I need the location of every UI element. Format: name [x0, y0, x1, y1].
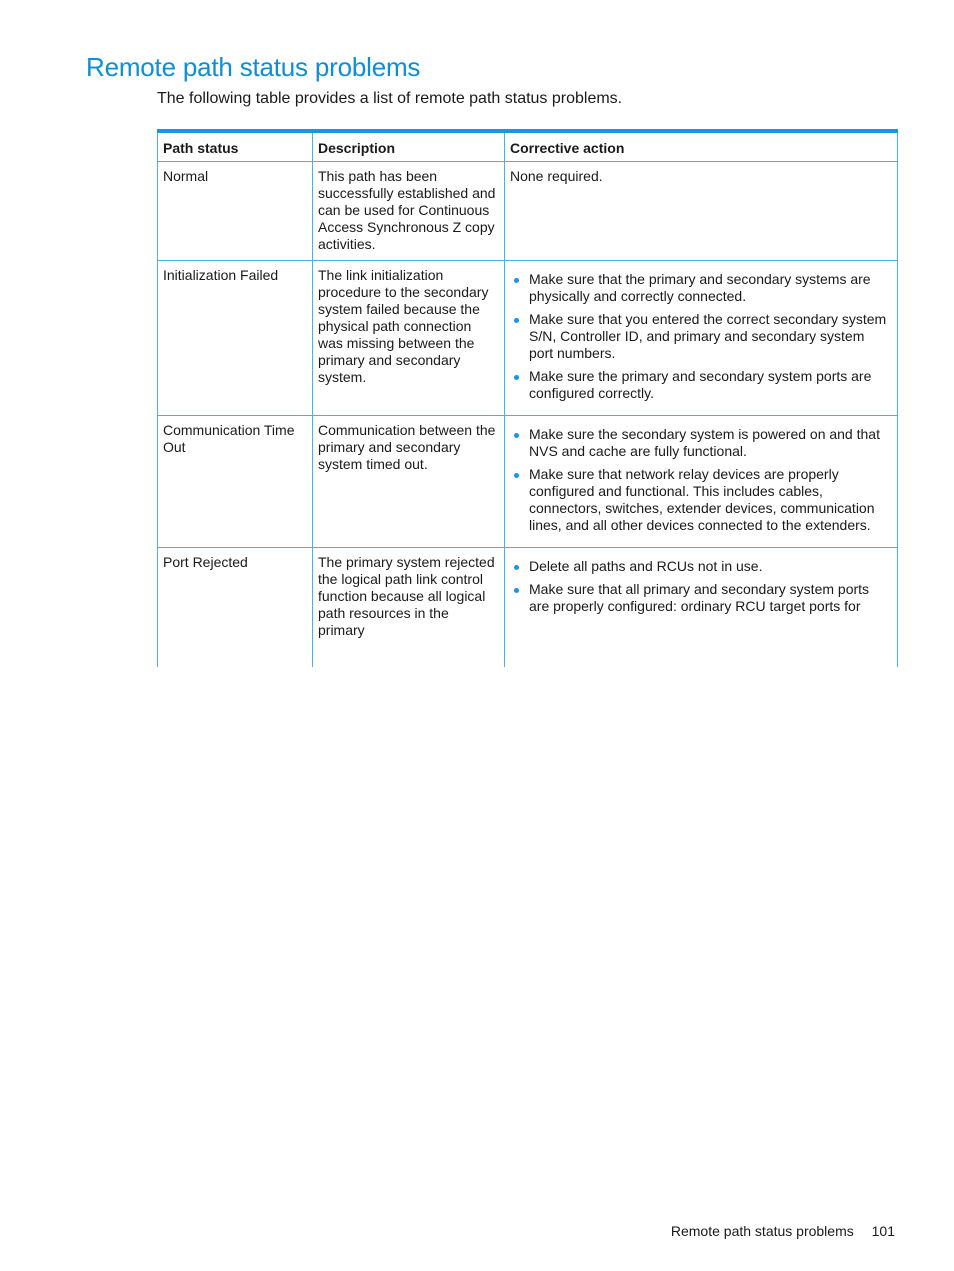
list-item: Delete all paths and RCUs not in use.: [510, 558, 892, 575]
cell-description: Communication between the primary and secondary system timed out.: [313, 415, 505, 547]
table-row: [158, 260, 898, 415]
page-footer: [671, 1223, 895, 1239]
cell-description: This path has been successfully established and can be used for Continuous Access Synchronous Z copy activities.: [313, 161, 505, 260]
list-item: Make sure that you entered the correct secondary system S/N, Controller ID, and primary and secondary system port numbers.: [510, 311, 892, 362]
header-description: Description: [313, 131, 505, 161]
bullet-icon: [514, 565, 519, 570]
cell-path-status: Communication Time Out: [158, 415, 313, 547]
cell-description: The primary system rejected the logical path link control function because all logical path resources in the primary: [313, 547, 505, 667]
status-table: [157, 129, 898, 667]
list-item: Make sure that all primary and secondary system ports are properly configured: ordinary RCU target ports for: [510, 581, 892, 615]
footer-section-title: Remote path status problems: [670, 1223, 854, 1239]
bullet-icon: [514, 375, 519, 380]
list-item: Make sure the primary and secondary system ports are configured correctly.: [510, 368, 892, 402]
action-list: [510, 271, 892, 402]
cell-corrective-action: [505, 260, 898, 415]
page-number: 101: [871, 1223, 895, 1239]
bullet-icon: [514, 278, 519, 283]
intro-text: The following table provides a list of remote path status problems.: [157, 90, 623, 107]
bullet-icon: [514, 318, 519, 323]
list-item: Make sure that the primary and secondary systems are physically and correctly connected.: [510, 271, 892, 305]
header-corrective-action: Corrective action: [505, 131, 898, 161]
cell-path-status: Port Rejected: [158, 547, 313, 667]
header-path-status: Path status: [158, 131, 313, 161]
cell-corrective-action: [505, 547, 898, 667]
bullet-icon: [514, 433, 519, 438]
cell-description: The link initialization procedure to the secondary system failed because the physical path connection was missing between the primary and secondary system.: [313, 260, 505, 415]
action-list: [510, 558, 892, 615]
list-item: Make sure the secondary system is powered on and that NVS and cache are fully functional.: [510, 426, 892, 460]
action-list: [510, 426, 892, 534]
cell-path-status: Initialization Failed: [158, 260, 313, 415]
cell-path-status: Normal: [158, 161, 313, 260]
status-table-container: [157, 129, 897, 638]
table-row: [158, 547, 898, 667]
bullet-icon: [514, 588, 519, 593]
bullet-icon: [514, 473, 519, 478]
table-row: [158, 415, 898, 547]
table-header-row: [158, 131, 898, 161]
cell-corrective-action: [505, 415, 898, 547]
list-item: Make sure that network relay devices are properly configured and functional. This includes cables, connectors, switches, extender devices, communication lines, and all other devices connected to the extenders.: [510, 466, 892, 534]
cell-corrective-action: None required.: [505, 161, 898, 260]
page-title: Remote path status problems: [86, 52, 421, 82]
table-row: [158, 161, 898, 260]
